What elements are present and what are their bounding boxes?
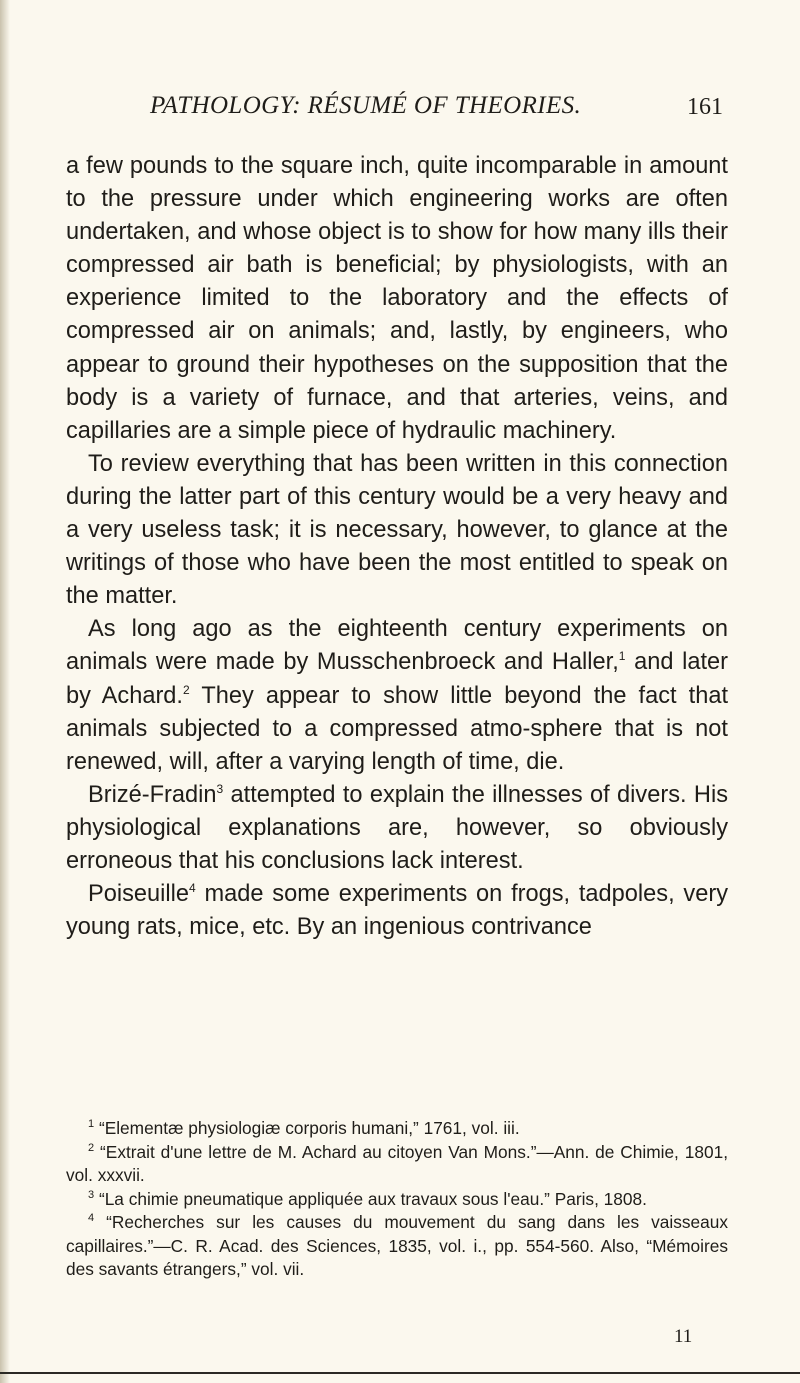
- page-number: 161: [687, 94, 723, 120]
- paragraph-4-part-a: Brizé-Fradin: [88, 781, 217, 808]
- footnote-text: “La chimie pneumatique appliquée aux travaux sous l'eau.” Paris, 1808.: [98, 1188, 647, 1209]
- paragraph-5: [66, 878, 728, 944]
- footnote-text: “Recherches sur les causes du mouvement du sang dans les vaisseaux capillaires.”—C. R. Acad. des Sciences, 1835, vol. i., pp. 554-560. Also, “Mémoires des savants étrangers,” vol. vii.: [66, 1212, 728, 1279]
- footnote-1: [66, 1117, 728, 1141]
- paragraph-2: To review everything that has been written in this connection during the latter part of this century would be a very heavy and a very useless task; it is necessary, however, to glance at the writings of those who have been the most entitled to speak on the matter.: [66, 450, 728, 610]
- footnote-2: [66, 1141, 728, 1188]
- footnotes: [66, 1117, 728, 1282]
- footnote-text: “Extrait d'une lettre de M. Achard au citoyen Van Mons.”—Ann. de Chimie, 1801, vol. xxxvii.: [66, 1141, 729, 1185]
- paragraph-5-part-a: Poiseuille: [88, 881, 189, 908]
- paragraph-3-part-b: and later by Achard.: [66, 649, 729, 709]
- footnote-ref-2[interactable]: 2: [183, 682, 190, 697]
- paragraph-3-part-c: They appear to show little beyond the fact that animals subjected to a compressed atmo-sphere that is not renewed, will, after a varying length of time, die.: [66, 682, 729, 775]
- page-edge-rule: [0, 1372, 800, 1374]
- footnote-mark: 4: [88, 1212, 95, 1225]
- footnote-ref-3[interactable]: 3: [216, 781, 224, 796]
- footnote-ref-4[interactable]: 4: [189, 881, 196, 896]
- paragraph-4: [66, 779, 728, 878]
- footnote-mark: 2: [88, 1141, 95, 1154]
- footnote-mark: 1: [88, 1118, 95, 1131]
- paragraph-4-part-b: attempted to explain the illnesses of divers. His physiological explanations are, however, so obviously erroneous that his conclusions lack interest.: [66, 781, 728, 874]
- paragraph-3: [66, 613, 728, 778]
- running-title: PATHOLOGY: RÉSUMÉ OF THEORIES.: [150, 92, 582, 119]
- paragraph-5-part-b: made some experiments on frogs, tadpoles, very young rats, mice, etc. By an ingenious contrivance: [66, 881, 728, 941]
- footnote-ref-1[interactable]: 1: [618, 649, 626, 664]
- main-text: [66, 150, 728, 944]
- footnote-text: “Elementæ physiologiæ corporis humani,” 1761, vol. iii.: [98, 1118, 520, 1138]
- footnote-mark: 3: [88, 1188, 95, 1201]
- signature-mark: 11: [674, 1326, 693, 1347]
- paragraph-3-part-a: As long ago as the eighteenth century experiments on animals were made by Musschenbroeck and Haller,: [66, 616, 728, 676]
- footnote-4: [66, 1211, 728, 1282]
- paragraph-1: a few pounds to the square inch, quite incomparable in amount to the pressure under which engineering works are often undertaken, and whose object is to show for how many ills their compressed air bath is beneficial; by physiologists, with an experience limited to the laboratory and the effects of compressed air on animals; and, lastly, by engineers, who appear to ground their hypotheses on the supposition that the body is a variety of furnace, and that arteries, veins, and capillaries are a simple piece of hydraulic machinery.: [66, 153, 728, 444]
- footnote-3: [66, 1188, 728, 1212]
- page-gutter-shadow: [0, 0, 10, 1383]
- running-header: [0, 92, 800, 132]
